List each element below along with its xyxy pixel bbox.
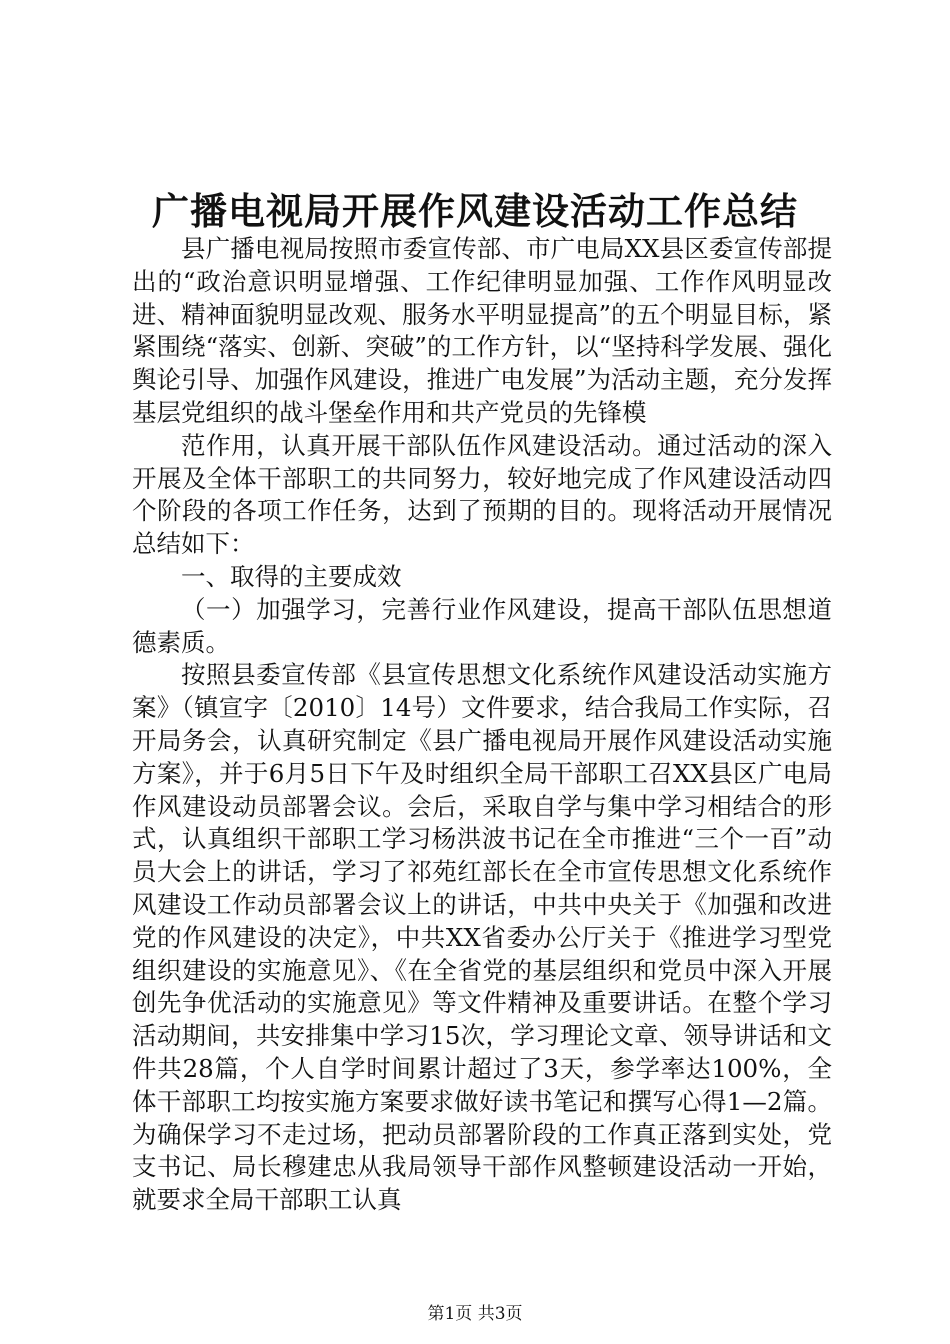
- paragraph-study-details: 按照县委宣传部《县宣传思想文化系统作风建设活动实施方案》（镇宣字〔2010〕14号）文件要求，结合我局工作实际，召开局务会，认真研究制定《县广播电视局开展作风建设活动实施方案》，并于6月5日下午及时组织全局干部职工召XX县区广电局作风建设动员部署会议。会后，采取自学与集中学习相结合的形式，认真组织干部职工学习杨洪波书记在全市推进“三个一百”动员大会上的讲话，学习了祁苑红部长在全市宣传思想文化系统作风建设工作动员部署会议上的讲话，中共中央关于《加强和改进党的作风建设的决定》，中共XX省委办公厅关于《推进学习型党组织建设的实施意见》、《在全省党的基层组织和党员中深入开展创先争优活动的实施意见》等文件精神及重要讲话。在整个学习活动期间，共安排集中学习15次，学习理论文章、领导讲话和文件共28篇，个人自学时间累计超过了3天，参学率达100%，全体干部职工均按实施方案要求做好读书笔记和撰写心得1—2篇。为确保学习不走过场，把动员部署阶段的工作真正落到实处，党支书记、局长穆建忠从我局领导干部作风整顿建设活动一开始，就要求全局干部职工认真: [132, 660, 832, 1215]
- document-title: 广播电视局开展作风建设活动工作总结: [152, 189, 798, 233]
- subsection-heading-study: （一）加强学习，完善行业作风建设，提高干部队伍思想道德素质。: [132, 594, 832, 657]
- page-number-footer: 第1页 共3页: [427, 1304, 523, 1324]
- section-heading-achievements: 一、取得的主要成效: [181, 561, 402, 591]
- paragraph-intro-continued: 范作用，认真开展干部队伍作风建设活动。通过活动的深入开展及全体干部职工的共同努力，较好地完成了作风建设活动四个阶段的各项工作任务，达到了预期的目的。现将活动开展情况总结如下：: [132, 430, 832, 559]
- paragraph-intro: 县广播电视局按照市委宣传部、市广电局XX县区委宣传部提出的“政治意识明显增强、工作纪律明显加强、工作作风明显改进、精神面貌明显改观、服务水平明显提高”的五个明显目标，紧紧围绕“落实、创新、突破”的工作方针，以“坚持科学发展、强化舆论引导、加强作风建设，推进广电发展”为活动主题，充分发挥基层党组织的战斗堡垒作用和共产党员的先锋模: [132, 234, 832, 427]
- document-body: [132, 233, 832, 1217]
